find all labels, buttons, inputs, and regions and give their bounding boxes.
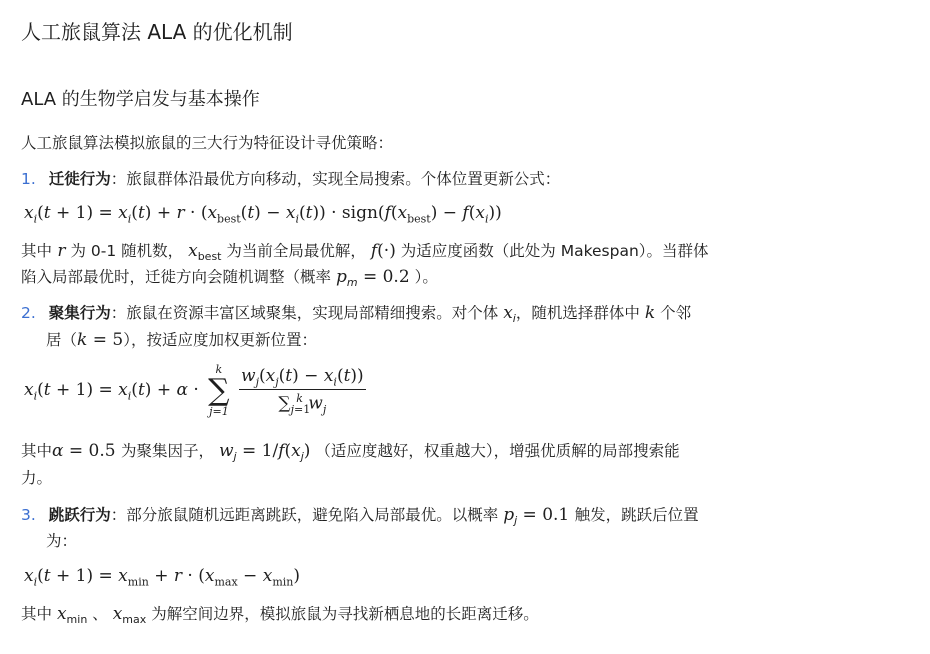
equation-jump: $x_i(t + 1) = x_{min} + r \cdot (x_{max} - x_{min})$ <box>24 566 300 589</box>
note-migration-line2: 陷入局部最优时，迁徙方向会随机调整（概率 $p_m = 0.2$ ）。 <box>21 267 438 290</box>
list-number: 1. <box>21 170 36 188</box>
list-number: 3. <box>21 506 36 524</box>
item-name: 跳跃行为 <box>48 506 111 524</box>
note-aggregation-line1: 其中α = 0.5 为聚集因子， $w_j = 1/f(x_j)$ （适应度越好，权重越大），增强优质解的局部搜索能 <box>21 441 680 464</box>
equation-migration: $x_i(t + 1) = x_i(t) + r \cdot (x_{best}(t) - x_i(t))$ · $sign(f(x_{best}) - f(x_i))$ <box>24 203 502 226</box>
note-migration-line1: 其中 r 为 0-1 随机数， $x_{best}$ 为当前全局最优解， f(·) 为适应度函数（此处为 Makespan）。当群体 <box>21 241 709 264</box>
item-desc: ：旅鼠群体沿最优方向移动，实现全局搜索。个体位置更新公式： <box>110 170 561 188</box>
equation-aggregation: $x_i(t + 1) = x_i(t) + \alpha$ · k ∑ j=1 $\frac{w_j(x_j(t) - x_i(t))}{\sum_{j=1}^k w_j}$ <box>24 363 364 418</box>
list-item-2: 2. 聚集行为：旅鼠在资源丰富区域聚集，实现局部精细搜索。对个体 $x_i$，随机选择群体中 k 个邻 <box>21 303 692 326</box>
list-item-3: 3. 跳跃行为：部分旅鼠随机远距离跳跃，避免陷入局部最优。以概率 $p_j = 0.1$ 触发，跳跃后位置 <box>21 505 699 528</box>
note-jump: 其中 $x_{min}$ 、 $x_{max}$ 为解空间边界，模拟旅鼠为寻找新栖息地的长距离迁移。 <box>21 604 539 627</box>
note-aggregation-line2: 力。 <box>21 469 53 487</box>
list-item-2-cont: 居（k = 5），按适应度加权更新位置： <box>46 330 317 350</box>
list-item-3-cont: 为： <box>46 532 78 550</box>
list-item-1 <box>21 166 560 193</box>
intro-text: 人工旅鼠算法模拟旅鼠的三大行为特征设计寻优策略： <box>21 134 394 152</box>
item-name: 聚集行为 <box>48 304 111 322</box>
page-title: 人工旅鼠算法 ALA 的优化机制 <box>21 20 293 44</box>
section-heading: ALA 的生物学启发与基本操作 <box>21 89 260 110</box>
item-name: 迁徙行为 <box>48 170 111 188</box>
list-number: 2. <box>21 304 36 322</box>
